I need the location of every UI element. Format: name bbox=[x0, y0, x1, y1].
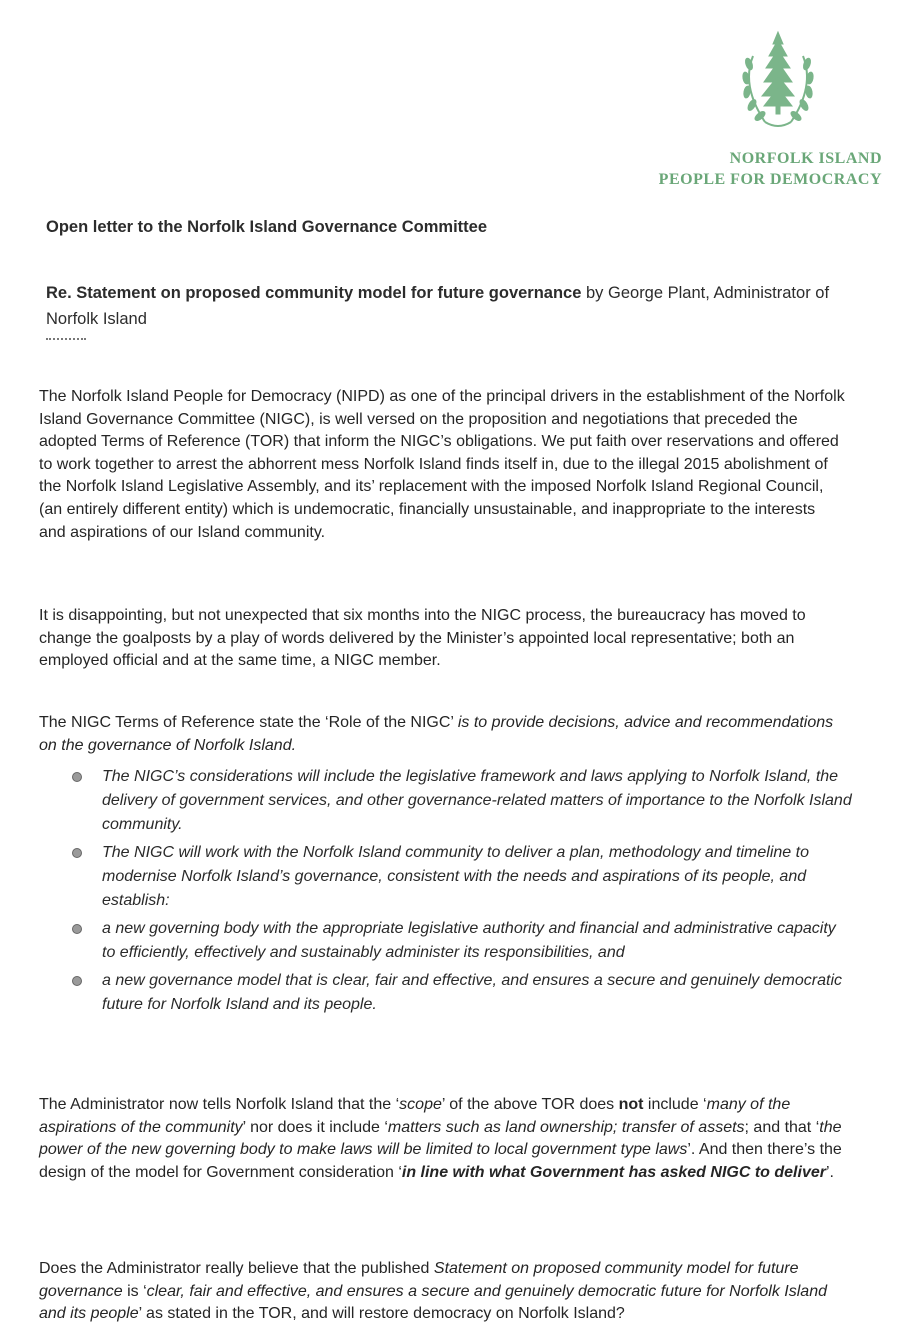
text-segment: Statement on proposed community model for future governance bbox=[39, 1260, 799, 1300]
text-segment: is ‘ bbox=[122, 1282, 147, 1300]
list-item bbox=[0, 765, 852, 837]
text-segment: scope bbox=[399, 1096, 442, 1113]
list-item bbox=[0, 917, 852, 965]
text-segment: ; and that ‘ bbox=[744, 1118, 820, 1136]
bullet-icon bbox=[72, 772, 82, 782]
bullet-text: The NIGC will work with the Norfolk Island community to deliver a plan, methodology and timeline to modernise Norfolk Island’s governance, consistent with the needs and aspirations of its people, and establish: bbox=[102, 844, 809, 909]
bullet-text: a new governing body with the appropriate legislative authority and financial and administrative capacity to efficiently, effectively and sustainably administer its responsibilities, and bbox=[102, 920, 836, 961]
norfolk-pine-wreath-icon bbox=[733, 26, 823, 138]
list-item bbox=[0, 969, 852, 1017]
text-segment: ’ as stated in the TOR, and will restore democracy on Norfolk Island? bbox=[138, 1305, 625, 1323]
paragraph-disappointing: It is disappointing, but not unexpected that six months into the NIGC process, the bureaucracy has moved to change the goalposts by a play of words delivered by the Minister’s appointed local representative; both an employed official and at the same time, a NIGC member. bbox=[39, 607, 806, 670]
bullet-icon bbox=[72, 976, 82, 986]
text-segment: Does the Administrator really believe that the published bbox=[39, 1260, 434, 1277]
bullet-icon bbox=[72, 924, 82, 934]
paragraph-administrator-question bbox=[39, 1258, 845, 1326]
text-segment: include ‘ bbox=[643, 1096, 707, 1113]
list-item bbox=[0, 841, 852, 913]
text-segment: ’. bbox=[825, 1163, 834, 1181]
text-segment: clear, fair and effective, and ensures a secure and genuinely democratic future for Norfolk Island and its people bbox=[39, 1282, 827, 1323]
text-segment: many of the aspirations of the community bbox=[39, 1096, 791, 1136]
paragraph-tor-role bbox=[39, 712, 845, 757]
letter-heading: Open letter to the Norfolk Island Governance Committee bbox=[46, 218, 487, 236]
tor-bullet-list bbox=[0, 765, 900, 1021]
bullet-text: The NIGC’s considerations will include the legislative framework and laws applying to Norfolk Island, the delivery of government services, and other governance-related matters of importance to the Norfolk Island community. bbox=[102, 768, 852, 833]
organization-name bbox=[659, 148, 882, 190]
tor-role-quote: is to provide decisions, advice and recommendations on the governance of Norfolk Island. bbox=[39, 714, 834, 754]
text-segment: matters such as land ownership; transfer of assets bbox=[387, 1118, 745, 1136]
tor-role-intro: The NIGC Terms of Reference state the ‘Role of the NIGC’ bbox=[39, 714, 458, 731]
org-name-line1: NORFOLK ISLAND bbox=[729, 150, 882, 167]
text-segment: not bbox=[618, 1096, 644, 1113]
subject-title: Re. Statement on proposed community model for future governance bbox=[46, 284, 582, 302]
bullet-text: a new governance model that is clear, fair and effective, and ensures a secure and genuinely democratic future for Norfolk Island and its people. bbox=[102, 972, 842, 1013]
text-segment: ’. And then there’s the design of the model for Government consideration ‘ bbox=[39, 1141, 842, 1181]
paragraph-administrator-scope bbox=[39, 1094, 845, 1184]
text-segment: in line with what Government has asked NIGC to deliver bbox=[401, 1163, 826, 1181]
text-segment: the power of the new governing body to make laws will be limited to local government type laws bbox=[39, 1118, 842, 1159]
nipd-logo bbox=[733, 26, 823, 138]
letter-subject bbox=[46, 280, 846, 332]
org-name-line2: PEOPLE FOR DEMOCRACY bbox=[658, 171, 882, 188]
text-segment: ’ nor does it include ‘ bbox=[242, 1118, 388, 1136]
text-segment: The Administrator now tells Norfolk Island that the ‘ bbox=[39, 1096, 400, 1113]
separator bbox=[46, 338, 86, 342]
bullet-icon bbox=[72, 848, 82, 858]
paragraph-intro: The Norfolk Island People for Democracy (NIPD) as one of the principal drivers in the establishment of the Norfolk Island Governance Committee (NIGC), is well versed on the proposition and negotiations that preceded the adopted Terms of Reference (TOR) that inform the NIGC’s obligations. We put faith over reservations and offered to work together to arrest the abhorrent mess Norfolk Island finds itself in, due to the illegal 2015 abolishment of the Norfolk Island Legislative Assembly, and its’ replacement with the imposed Norfolk Island Regional Council, (an entirely different entity) which is undemocratic, financially unsustainable, and inappropriate to the interests and aspirations of our Island community. bbox=[39, 388, 845, 541]
text-segment: ’ of the above TOR does bbox=[441, 1096, 619, 1113]
subject-author: by George Plant, Administrator of Norfolk Island bbox=[46, 284, 830, 328]
